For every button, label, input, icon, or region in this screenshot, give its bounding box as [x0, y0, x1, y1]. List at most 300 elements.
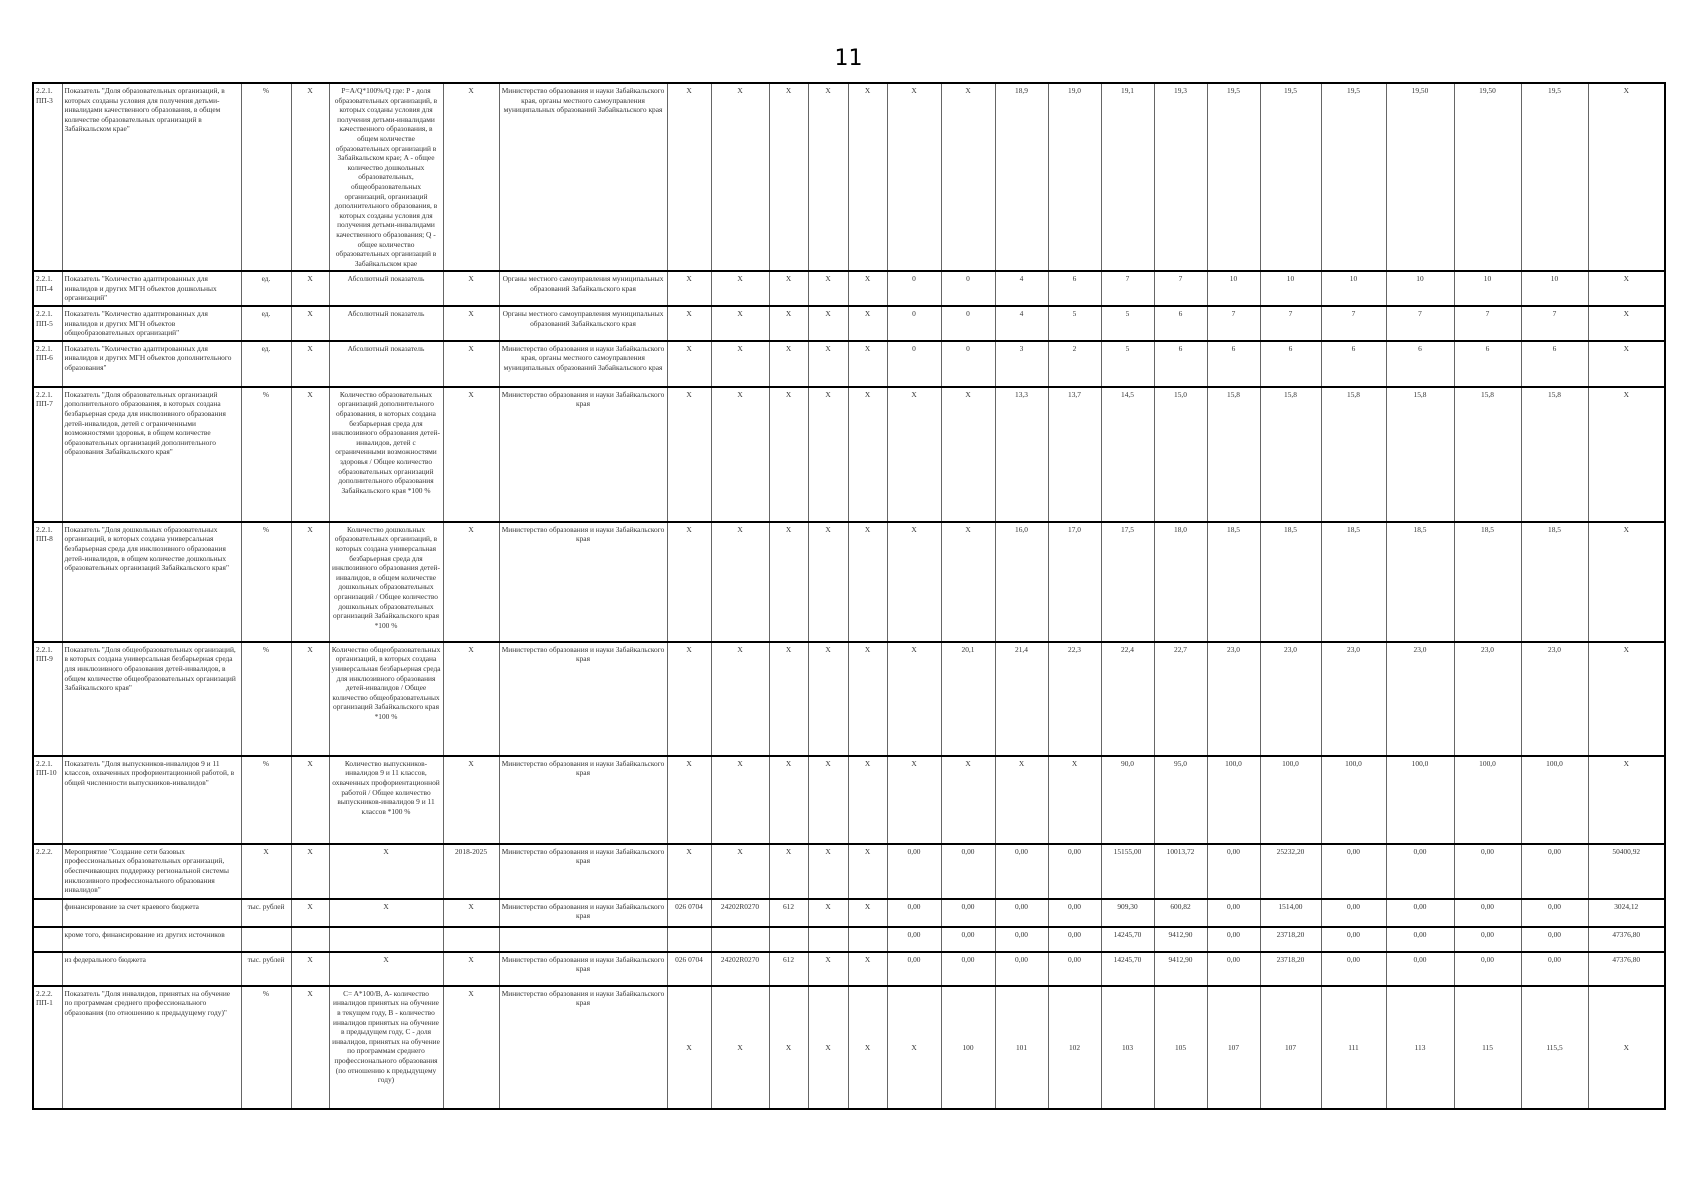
row-responsible-cell: Министерство образования и науки Забайкальского края, органы местного самоуправления муниципальных образований Забайкальского края	[499, 83, 667, 271]
row-value-cell: 6	[1321, 341, 1386, 387]
row-value-cell: X	[887, 83, 941, 271]
row-value-cell: 026 0704	[667, 899, 711, 927]
row-period-cell: X	[443, 387, 499, 522]
row-value-cell: 23,0	[1386, 642, 1454, 756]
row-value-cell: 19,3	[1154, 83, 1207, 271]
row-value-cell: 23,0	[1454, 642, 1521, 756]
row-value-cell: 24202R0270	[711, 952, 769, 986]
row-value-cell: X	[995, 756, 1048, 844]
row-name-cell: Мероприятие "Создание сети базовых профессиональных образовательных организаций, обеспечивающих поддержку региональной системы инклюзивного профессионального образования инвалидов"	[62, 844, 241, 899]
row-value-cell: X	[848, 986, 887, 1109]
row-value-cell: X	[769, 522, 808, 642]
row-value-cell: 19,5	[1260, 83, 1321, 271]
row-value-cell: 0,00	[1207, 899, 1260, 927]
row-value-cell: 0,00	[941, 899, 995, 927]
row-value-cell: X	[1588, 642, 1665, 756]
row-value-cell: 22,3	[1048, 642, 1101, 756]
row-col4-cell: X	[291, 899, 329, 927]
row-formula-cell: Количество выпускников-инвалидов 9 и 11 классов, охваченных профориентационной работой / Общее количество выпускников-инвалидов 9 и 11 классов *100 %	[329, 756, 443, 844]
row-name-cell: Показатель "Доля общеобразовательных организаций, в которых создана универсальная безбарьерная среда для инклюзивного образования детей-инвалидов, в общем количестве общеобразовательных организаций Забайкальского края"	[62, 642, 241, 756]
row-value-cell: X	[769, 387, 808, 522]
row-value-cell: 15,8	[1386, 387, 1454, 522]
row-value-cell: 23,0	[1521, 642, 1588, 756]
row-value-cell: X	[711, 306, 769, 341]
table-row	[33, 387, 1665, 522]
row-value-cell: X	[667, 986, 711, 1109]
row-value-cell: 0,00	[995, 899, 1048, 927]
row-value-cell: 9412,90	[1154, 927, 1207, 952]
row-name-cell: финансирование за счет краевого бюджета	[62, 899, 241, 927]
row-value-cell: X	[667, 522, 711, 642]
row-formula-cell: Количество дошкольных образовательных организаций, в которых создана универсальная безбарьерная среда для инклюзивного образования детей-инвалидов, в общем количестве дошкольных образовательных организаций / Общее количество дошкольных образовательных организаций Забайкальского края *100 %	[329, 522, 443, 642]
row-value-cell: X	[848, 952, 887, 986]
row-value-cell: X	[769, 756, 808, 844]
row-value-cell: X	[1588, 271, 1665, 306]
row-value-cell: 0,00	[941, 952, 995, 986]
row-value-cell: 24202R0270	[711, 899, 769, 927]
table-row	[33, 83, 1665, 271]
row-value-cell: 18,9	[995, 83, 1048, 271]
row-value-cell: 90,0	[1101, 756, 1154, 844]
row-name-cell: Показатель "Количество адаптированных для инвалидов и других МГН объектов общеобразовательных организаций"	[62, 306, 241, 341]
row-value-cell: 47376,80	[1588, 952, 1665, 986]
row-value-cell: 7	[1454, 306, 1521, 341]
row-value-cell: X	[769, 83, 808, 271]
table-row	[33, 271, 1665, 306]
page-number: 11	[834, 46, 863, 71]
row-value-cell: 10	[1521, 271, 1588, 306]
row-unit-cell: тыс. рублей	[241, 899, 291, 927]
table-row	[33, 927, 1665, 952]
row-value-cell: 7	[1260, 306, 1321, 341]
row-value-cell: 7	[1321, 306, 1386, 341]
row-value-cell: 111	[1321, 986, 1386, 1109]
row-col4-cell: X	[291, 522, 329, 642]
row-value-cell: X	[887, 642, 941, 756]
row-value-cell: 0	[941, 341, 995, 387]
row-name-cell: Показатель "Доля выпускников-инвалидов 9 и 11 классов, охваченных профориентационной работой, в общей численности выпускников-инвалидов"	[62, 756, 241, 844]
row-responsible-cell: Министерство образования и науки Забайкальского края	[499, 844, 667, 899]
row-value-cell: 0,00	[1207, 952, 1260, 986]
row-value-cell: X	[941, 83, 995, 271]
row-period-cell: X	[443, 642, 499, 756]
row-value-cell: 0,00	[1454, 927, 1521, 952]
row-value-cell: 0,00	[887, 899, 941, 927]
row-value-cell: 22,4	[1101, 642, 1154, 756]
row-value-cell: 0,00	[941, 844, 995, 899]
row-value-cell: 105	[1154, 986, 1207, 1109]
row-value-cell: 0,00	[1386, 844, 1454, 899]
row-value-cell: X	[667, 642, 711, 756]
row-value-cell: 0,00	[1207, 927, 1260, 952]
row-value-cell: X	[769, 642, 808, 756]
row-unit-cell: ед.	[241, 271, 291, 306]
row-code-cell: 2.2.2.	[33, 844, 62, 899]
row-value-cell: 3024,12	[1588, 899, 1665, 927]
row-value-cell: X	[808, 522, 848, 642]
row-value-cell: 0,00	[887, 927, 941, 952]
row-value-cell: 113	[1386, 986, 1454, 1109]
row-value-cell: X	[941, 756, 995, 844]
row-value-cell: 0	[887, 341, 941, 387]
row-value-cell	[711, 927, 769, 952]
row-name-cell: Показатель "Доля дошкольных образовательных организаций, в которых создана универсальная безбарьерная среда для инклюзивного образования детей-инвалидов, в общем количестве дошкольных образовательных организаций Забайкальского края"	[62, 522, 241, 642]
row-value-cell: X	[711, 642, 769, 756]
row-value-cell: X	[848, 899, 887, 927]
row-value-cell: 7	[1154, 271, 1207, 306]
row-col4-cell: X	[291, 387, 329, 522]
table-row	[33, 522, 1665, 642]
row-value-cell: 21,4	[995, 642, 1048, 756]
row-period-cell: X	[443, 306, 499, 341]
row-code-cell: 2.2.1. ПП-3	[33, 83, 62, 271]
row-period-cell	[443, 927, 499, 952]
row-name-cell: из федерального бюджета	[62, 952, 241, 986]
row-value-cell: 0,00	[941, 927, 995, 952]
row-value-cell: 0,00	[1521, 952, 1588, 986]
row-value-cell: 10	[1386, 271, 1454, 306]
row-value-cell: 0,00	[1048, 927, 1101, 952]
row-responsible-cell: Министерство образования и науки Забайкальского края	[499, 522, 667, 642]
row-unit-cell: ед.	[241, 341, 291, 387]
row-value-cell: 22,7	[1154, 642, 1207, 756]
row-formula-cell: Количество общеобразовательных организаций, в которых создана универсальная безбарьерная среда для инклюзивного образования детей-инвалидов / Общее количество общеобразовательных организаций Забайкальского края *100 %	[329, 642, 443, 756]
row-responsible-cell: Министерство образования и науки Забайкальского края	[499, 642, 667, 756]
row-value-cell: 47376,80	[1588, 927, 1665, 952]
row-value-cell: 107	[1207, 986, 1260, 1109]
row-value-cell: 101	[995, 986, 1048, 1109]
row-col4-cell: X	[291, 271, 329, 306]
row-value-cell: 23,0	[1321, 642, 1386, 756]
row-value-cell: 15,8	[1454, 387, 1521, 522]
row-value-cell: X	[1048, 756, 1101, 844]
row-unit-cell: %	[241, 986, 291, 1109]
row-formula-cell	[329, 927, 443, 952]
row-value-cell: 23718,20	[1260, 927, 1321, 952]
row-period-cell: X	[443, 986, 499, 1109]
row-value-cell: 0	[887, 271, 941, 306]
row-value-cell	[808, 927, 848, 952]
row-value-cell: 13,7	[1048, 387, 1101, 522]
row-code-cell: 2.2.1. ПП-9	[33, 642, 62, 756]
row-value-cell: X	[711, 271, 769, 306]
row-value-cell: 6	[1386, 341, 1454, 387]
row-value-cell: 0,00	[1454, 952, 1521, 986]
row-value-cell: 18,5	[1454, 522, 1521, 642]
row-value-cell: 102	[1048, 986, 1101, 1109]
row-value-cell: X	[667, 83, 711, 271]
row-value-cell: 23718,20	[1260, 952, 1321, 986]
table-row	[33, 642, 1665, 756]
row-value-cell: X	[667, 844, 711, 899]
row-value-cell: 18,5	[1207, 522, 1260, 642]
row-value-cell: 0,00	[1048, 899, 1101, 927]
row-value-cell: X	[711, 844, 769, 899]
row-unit-cell: ед.	[241, 306, 291, 341]
row-code-cell: 2.2.1. ПП-5	[33, 306, 62, 341]
row-value-cell: 909,30	[1101, 899, 1154, 927]
row-period-cell: X	[443, 83, 499, 271]
row-col4-cell	[291, 927, 329, 952]
row-value-cell: 0	[887, 306, 941, 341]
table-row	[33, 952, 1665, 986]
row-value-cell: 0,00	[1321, 927, 1386, 952]
row-value-cell: 14,5	[1101, 387, 1154, 522]
row-value-cell: X	[808, 83, 848, 271]
row-value-cell: X	[808, 387, 848, 522]
row-value-cell: 95,0	[1154, 756, 1207, 844]
row-value-cell: X	[848, 387, 887, 522]
row-value-cell: 7	[1386, 306, 1454, 341]
row-value-cell: 20,1	[941, 642, 995, 756]
row-value-cell: X	[887, 756, 941, 844]
row-value-cell: 0,00	[1048, 844, 1101, 899]
row-responsible-cell: Министерство образования и науки Забайкальского края	[499, 986, 667, 1109]
row-value-cell: 4	[995, 271, 1048, 306]
row-col4-cell: X	[291, 642, 329, 756]
row-value-cell: 0,00	[1521, 844, 1588, 899]
row-value-cell: X	[711, 522, 769, 642]
row-period-cell: X	[443, 522, 499, 642]
row-value-cell: 612	[769, 899, 808, 927]
row-value-cell: X	[667, 341, 711, 387]
row-value-cell: 0,00	[1207, 844, 1260, 899]
row-value-cell: X	[808, 899, 848, 927]
row-responsible-cell: Органы местного самоуправления муниципальных образований Забайкальского края	[499, 306, 667, 341]
row-value-cell: 0,00	[1321, 844, 1386, 899]
row-value-cell: X	[808, 756, 848, 844]
row-period-cell: X	[443, 756, 499, 844]
row-formula-cell: C= A*100/B, A- количество инвалидов принятых на обучение в текущем году, B - количество инвалидов принятых на обучение в предыдущем году, C - доля инвалидов, принятых на обучение по программам среднего профессионального образования (по отношению к предыдущему году)	[329, 986, 443, 1109]
row-value-cell: 0,00	[1048, 952, 1101, 986]
row-value-cell: 5	[1101, 341, 1154, 387]
row-value-cell: X	[848, 306, 887, 341]
row-value-cell: 14245,70	[1101, 952, 1154, 986]
row-value-cell: 10	[1207, 271, 1260, 306]
row-value-cell: X	[769, 306, 808, 341]
row-col4-cell: X	[291, 341, 329, 387]
row-value-cell: 100,0	[1260, 756, 1321, 844]
row-value-cell: X	[941, 522, 995, 642]
row-value-cell: X	[848, 756, 887, 844]
row-value-cell: 0	[941, 306, 995, 341]
row-value-cell	[667, 927, 711, 952]
row-name-cell: Показатель "Доля инвалидов, принятых на обучение по программам среднего профессионального образования (по отношению к предыдущему году)"	[62, 986, 241, 1109]
row-name-cell: Показатель "Количество адаптированных для инвалидов и других МГН объектов дошкольных организаций"	[62, 271, 241, 306]
row-value-cell: X	[1588, 306, 1665, 341]
row-value-cell: 13,3	[995, 387, 1048, 522]
row-value-cell: X	[1588, 522, 1665, 642]
table-row	[33, 756, 1665, 844]
row-value-cell: X	[1588, 387, 1665, 522]
row-value-cell: X	[887, 986, 941, 1109]
row-value-cell: 23,0	[1260, 642, 1321, 756]
program-table	[32, 82, 1666, 1110]
row-value-cell: 25232,20	[1260, 844, 1321, 899]
row-code-cell	[33, 899, 62, 927]
row-value-cell: X	[711, 986, 769, 1109]
row-col4-cell: X	[291, 844, 329, 899]
row-value-cell: X	[769, 986, 808, 1109]
row-value-cell: 0,00	[1321, 899, 1386, 927]
row-value-cell: X	[808, 952, 848, 986]
row-value-cell: 600,82	[1154, 899, 1207, 927]
row-period-cell: X	[443, 952, 499, 986]
row-value-cell: 100,0	[1386, 756, 1454, 844]
row-value-cell: X	[1588, 756, 1665, 844]
row-col4-cell: X	[291, 952, 329, 986]
row-formula-cell: X	[329, 952, 443, 986]
row-value-cell: 0,00	[1454, 844, 1521, 899]
row-value-cell: 0,00	[887, 952, 941, 986]
row-value-cell: 15155,00	[1101, 844, 1154, 899]
row-responsible-cell: Органы местного самоуправления муниципальных образований Забайкальского края	[499, 271, 667, 306]
row-value-cell: 100,0	[1521, 756, 1588, 844]
row-value-cell: 10	[1321, 271, 1386, 306]
row-value-cell: 19,5	[1207, 83, 1260, 271]
row-value-cell: 026 0704	[667, 952, 711, 986]
row-unit-cell: %	[241, 642, 291, 756]
row-period-cell: X	[443, 899, 499, 927]
row-value-cell: 10	[1260, 271, 1321, 306]
row-value-cell	[848, 927, 887, 952]
row-value-cell: X	[887, 387, 941, 522]
table-row	[33, 899, 1665, 927]
row-value-cell: 50400,92	[1588, 844, 1665, 899]
row-col4-cell: X	[291, 83, 329, 271]
row-period-cell: X	[443, 341, 499, 387]
row-value-cell: X	[711, 387, 769, 522]
row-code-cell: 2.2.1. ПП-4	[33, 271, 62, 306]
row-value-cell: 15,8	[1521, 387, 1588, 522]
row-value-cell: X	[848, 522, 887, 642]
table-row	[33, 986, 1665, 1109]
row-formula-cell: Количество образовательных организаций дополнительного образования, в которых создана безбарьерная среда для инклюзивного образования детей-инвалидов, детей с ограниченными возможностями здоровья / Общее количество образовательных организаций дополнительного образования Забайкальского края *100 %	[329, 387, 443, 522]
row-value-cell: 7	[1207, 306, 1260, 341]
row-value-cell: 5	[1048, 306, 1101, 341]
row-value-cell: 6	[1154, 341, 1207, 387]
row-responsible-cell: Министерство образования и науки Забайкальского края	[499, 387, 667, 522]
row-value-cell: X	[848, 844, 887, 899]
row-value-cell: 0,00	[1386, 927, 1454, 952]
row-value-cell: 6	[1048, 271, 1101, 306]
row-value-cell: 10	[1454, 271, 1521, 306]
row-value-cell: 0,00	[1521, 927, 1588, 952]
row-value-cell: X	[808, 642, 848, 756]
row-value-cell: 0,00	[995, 844, 1048, 899]
row-value-cell: 15,8	[1207, 387, 1260, 522]
row-value-cell: 19,5	[1521, 83, 1588, 271]
row-value-cell: X	[769, 271, 808, 306]
row-value-cell: 18,5	[1321, 522, 1386, 642]
row-value-cell: X	[848, 271, 887, 306]
row-value-cell: 18,5	[1386, 522, 1454, 642]
row-value-cell: X	[769, 844, 808, 899]
row-value-cell: X	[711, 83, 769, 271]
row-value-cell: 18,5	[1521, 522, 1588, 642]
row-value-cell: 18,0	[1154, 522, 1207, 642]
row-value-cell: 0,00	[887, 844, 941, 899]
row-responsible-cell: Министерство образования и науки Забайкальского края, органы местного самоуправления муниципальных образований Забайкальского края	[499, 341, 667, 387]
row-code-cell: 2.2.1. ПП-10	[33, 756, 62, 844]
row-code-cell: 2.2.1. ПП-6	[33, 341, 62, 387]
row-formula-cell: X	[329, 899, 443, 927]
row-value-cell: X	[941, 387, 995, 522]
row-value-cell: 17,0	[1048, 522, 1101, 642]
row-unit-cell: %	[241, 83, 291, 271]
row-value-cell: 6	[1521, 341, 1588, 387]
row-value-cell: X	[667, 306, 711, 341]
row-value-cell: 103	[1101, 986, 1154, 1109]
row-value-cell: 17,5	[1101, 522, 1154, 642]
row-value-cell: 4	[995, 306, 1048, 341]
row-value-cell: 6	[1454, 341, 1521, 387]
row-value-cell: X	[667, 271, 711, 306]
row-unit-cell: X	[241, 844, 291, 899]
row-code-cell: 2.2.1. ПП-7	[33, 387, 62, 522]
row-name-cell: Показатель "Количество адаптированных для инвалидов и других МГН объектов дополнительного образования"	[62, 341, 241, 387]
row-unit-cell: %	[241, 756, 291, 844]
row-value-cell: 10013,72	[1154, 844, 1207, 899]
row-value-cell: X	[848, 642, 887, 756]
row-period-cell: X	[443, 271, 499, 306]
row-value-cell: X	[808, 844, 848, 899]
table-row	[33, 341, 1665, 387]
row-value-cell: 0,00	[995, 927, 1048, 952]
row-value-cell: 2	[1048, 341, 1101, 387]
row-value-cell: 0,00	[1521, 899, 1588, 927]
row-value-cell: 115,5	[1521, 986, 1588, 1109]
row-name-cell: Показатель "Доля образовательных организаций дополнительного образования, в которых создана безбарьерная среда для инклюзивного образования детей-инвалидов, детей с ограниченными возможностями здоровья, в общем количестве образовательных организаций дополнительного образования Забайкальского края"	[62, 387, 241, 522]
row-period-cell: 2018-2025	[443, 844, 499, 899]
row-value-cell: X	[808, 271, 848, 306]
row-value-cell: 6	[1207, 341, 1260, 387]
row-value-cell: X	[848, 83, 887, 271]
row-value-cell: 0,00	[1386, 952, 1454, 986]
row-formula-cell: Абсолютный показатель	[329, 306, 443, 341]
row-unit-cell: %	[241, 522, 291, 642]
row-value-cell: 0,00	[1386, 899, 1454, 927]
row-code-cell	[33, 952, 62, 986]
row-value-cell: 18,5	[1260, 522, 1321, 642]
row-value-cell: 100	[941, 986, 995, 1109]
row-formula-cell: Абсолютный показатель	[329, 341, 443, 387]
row-value-cell: 15,8	[1260, 387, 1321, 522]
row-value-cell: 9412,90	[1154, 952, 1207, 986]
row-value-cell: X	[1588, 341, 1665, 387]
row-value-cell: 100,0	[1321, 756, 1386, 844]
table-row	[33, 306, 1665, 341]
row-unit-cell: %	[241, 387, 291, 522]
row-name-cell: Показатель "Доля образовательных организаций, в которых созданы условия для получения детьми-инвалидами качественного образования, в общем количестве образовательных организаций в Забайкальском крае"	[62, 83, 241, 271]
row-value-cell: 15,0	[1154, 387, 1207, 522]
row-value-cell: 1514,00	[1260, 899, 1321, 927]
row-value-cell: 100,0	[1207, 756, 1260, 844]
row-unit-cell: тыс. рублей	[241, 952, 291, 986]
row-formula-cell: X	[329, 844, 443, 899]
row-value-cell: 0,00	[995, 952, 1048, 986]
row-responsible-cell: Министерство образования и науки Забайкальского края	[499, 952, 667, 986]
row-value-cell: X	[808, 306, 848, 341]
row-value-cell: X	[887, 522, 941, 642]
table-row	[33, 844, 1665, 899]
row-value-cell: X	[711, 341, 769, 387]
row-responsible-cell: Министерство образования и науки Забайкальского края	[499, 756, 667, 844]
row-col4-cell: X	[291, 986, 329, 1109]
row-value-cell: 19,50	[1454, 83, 1521, 271]
row-col4-cell: X	[291, 756, 329, 844]
row-value-cell: X	[808, 341, 848, 387]
